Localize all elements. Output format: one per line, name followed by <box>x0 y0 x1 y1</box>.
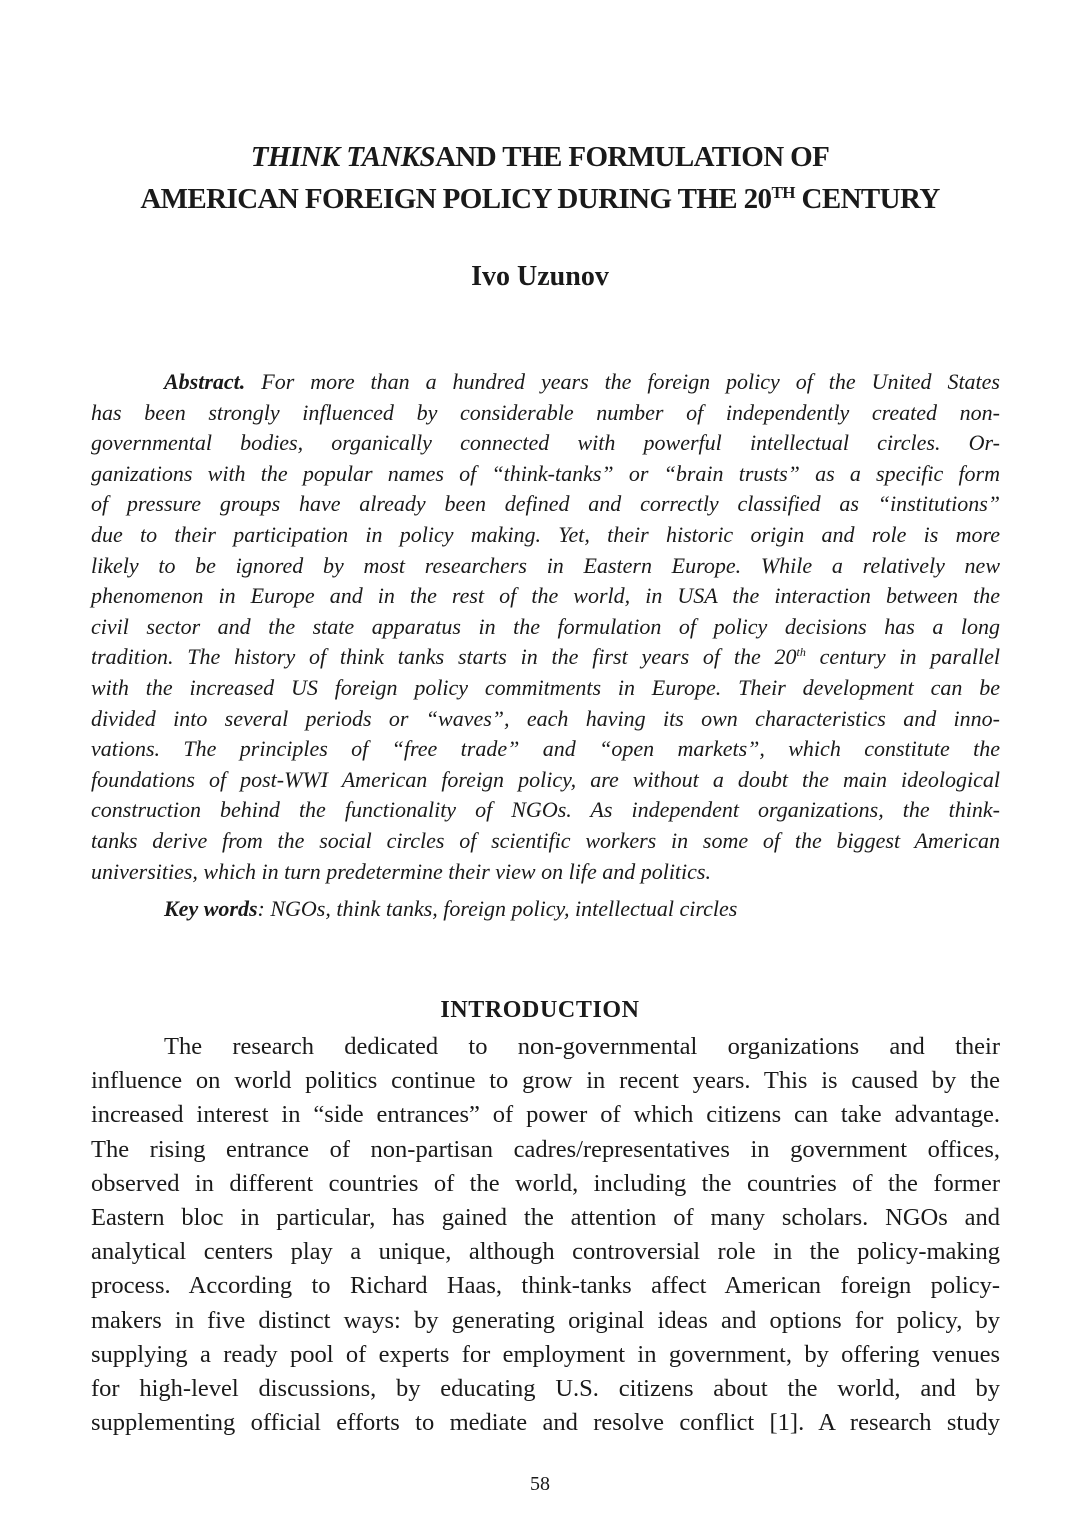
section-heading-introduction: INTRODUCTION <box>440 997 640 1023</box>
abstract-line: governmental bodies, organically connected with powerful intellectual circles. Or- <box>91 430 1000 456</box>
keywords-text: : NGOs, think tanks, foreign policy, intellectual circles <box>257 896 738 921</box>
title-line-2-main: AMERICAN FOREIGN POLICY DURING THE 20 <box>140 183 772 215</box>
author-name: Ivo Uzunov <box>471 261 609 292</box>
abstract-line: construction behind the functionality of NGOs. As independent organizations, the think- <box>91 797 1000 823</box>
abstract-sup-before: tradition. The history of think tanks starts in the first years of the 20 <box>91 644 797 670</box>
body-line: The rising entrance of non-partisan cadres/representatives in government offices, <box>91 1135 1000 1163</box>
title-line-2-end: CENTURY <box>801 183 940 215</box>
abstract-line <box>91 367 1000 398</box>
body-line: observed in different countries of the world, including the countries of the former <box>91 1169 1000 1197</box>
abstract-line: phenomenon in Europe and in the rest of the world, in USA the interaction between the <box>91 583 1000 609</box>
body-line: influence on world politics continue to grow in recent years. This is caused by the <box>91 1067 1000 1095</box>
title-line-1-rest: AND THE FORMULATION OF <box>435 141 830 173</box>
body-line: supplementing official efforts to mediate and resolve conflict [1]. A research study <box>91 1409 1000 1437</box>
abstract-line: universities, which in turn predetermine their view on life and politics. <box>91 858 711 884</box>
body-line: for high-level discussions, by educating U.S. citizens about the world, and by <box>91 1375 1000 1403</box>
body-line: The research dedicated to non-governmental organizations and their <box>164 1033 1000 1060</box>
keywords-label: Key words <box>164 896 258 921</box>
title-line-1 <box>60 136 1020 178</box>
abstract-line: likely to be ignored by most researchers in Eastern Europe. While a relatively new <box>91 552 1000 578</box>
abstract-line: vations. The principles of “free trade” and “open markets”, which constitute the <box>91 736 1000 762</box>
abstract-label: Abstract. <box>164 369 246 394</box>
keywords <box>164 894 737 924</box>
abstract-line: due to their participation in policy making. Yet, their historic origin and role is more <box>91 521 1000 547</box>
abstract-line: has been strongly influenced by considerable number of independently created non- <box>91 399 1000 425</box>
abstract-line: with the increased US foreign policy commitments in Europe. Their development can be <box>91 674 1000 700</box>
body-line: analytical centers play a unique, although controversial role in the policy-making <box>91 1238 1000 1266</box>
paper-title <box>60 136 1020 220</box>
abstract <box>91 367 1000 887</box>
body-line: process. According to Richard Haas, think-tanks affect American foreign policy- <box>91 1272 1000 1300</box>
abstract-line: of pressure groups have already been defined and correctly classified as “institutions” <box>91 491 1000 517</box>
abstract-superscript: th <box>796 645 806 660</box>
body-line: increased interest in “side entrances” of power of which citizens can take advantage. <box>91 1101 1000 1129</box>
abstract-line: foundations of post-WWI American foreign policy, are without a doubt the main ideological <box>91 766 1000 792</box>
abstract-line: tanks derive from the social circles of scientific workers in some of the biggest American <box>91 827 1000 853</box>
page-number: 58 <box>530 1473 550 1495</box>
title-line-2 <box>60 178 1020 220</box>
introduction-body <box>91 1030 1000 1440</box>
title-superscript: TH <box>771 183 795 202</box>
body-line: supplying a ready pool of experts for employment in government, by offering venues <box>91 1340 1000 1368</box>
abstract-line: divided into several periods or “waves”, each having its own characteristics and inno- <box>91 705 1000 731</box>
body-line: makers in five distinct ways: by generating original ideas and options for policy, by <box>91 1306 1000 1334</box>
abstract-line: civil sector and the state apparatus in the formulation of policy decisions has a long <box>91 613 1000 639</box>
abstract-line: ganizations with the popular names of “think-tanks” or “brain trusts” as a specific form <box>91 460 1000 486</box>
title-italic-part: THINK TANKS <box>250 141 436 173</box>
abstract-sup-after: century in parallel <box>819 644 1000 670</box>
abstract-line-text: For more than a hundred years the foreign policy of the United States <box>261 369 1000 394</box>
abstract-line <box>91 642 1000 673</box>
body-line: Eastern bloc in particular, has gained the attention of many scholars. NGOs and <box>91 1204 1000 1232</box>
